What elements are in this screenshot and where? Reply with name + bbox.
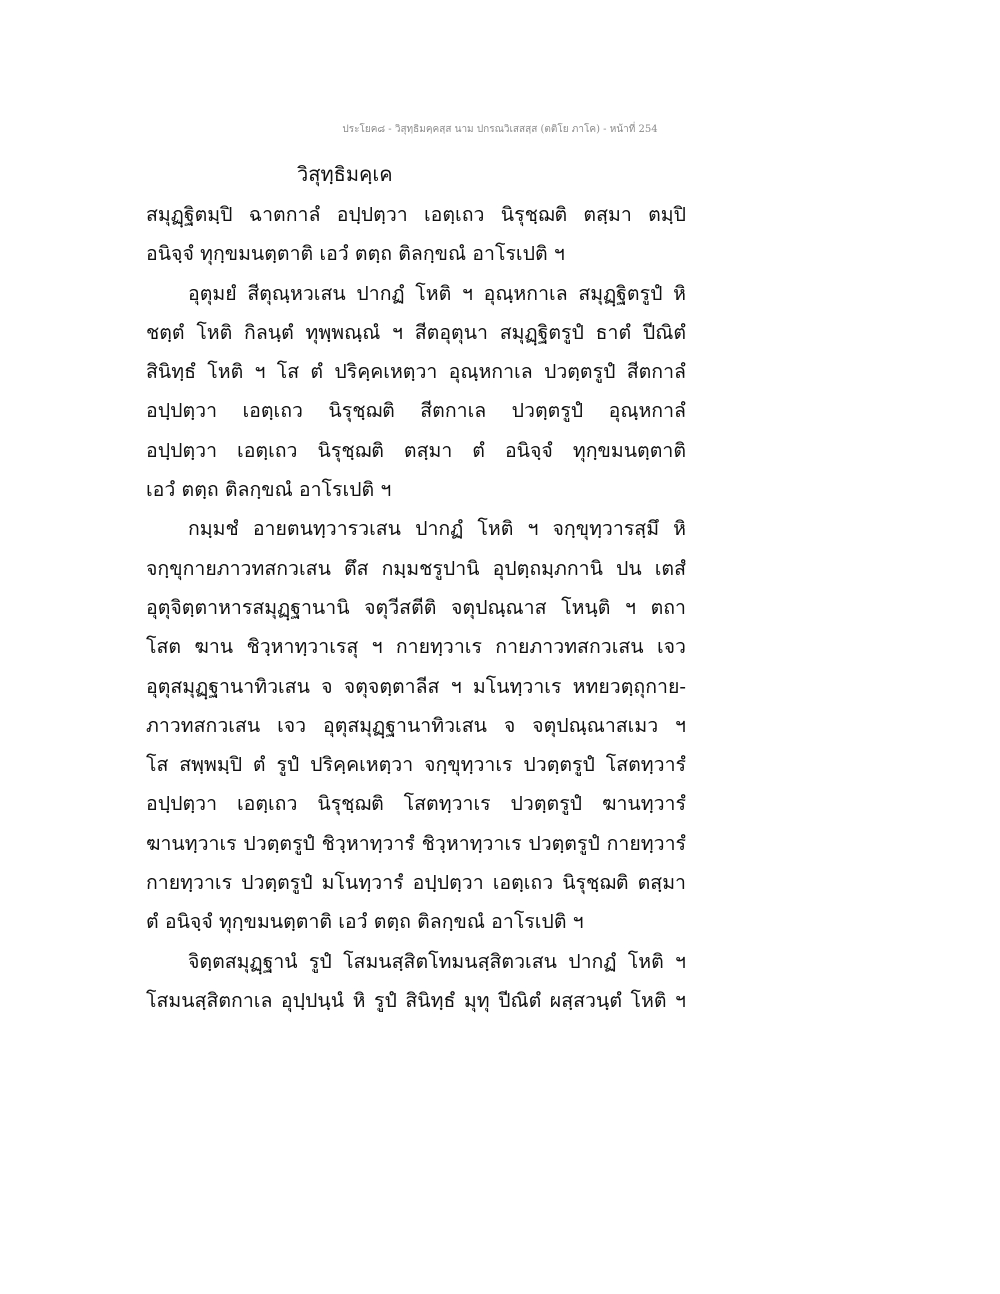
text-line: ฆานทฺวาเร ปวตฺตรูปํ ชิวฺหาทฺวารํ ชิวฺหาทฺวาเร ปวตฺตรูปํ กายทฺวารํ xyxy=(146,831,686,855)
text-line: จกฺขุกายภาวทสกวเสน ตึส กมฺมชรูปานิ อุปตฺถมฺภกานิ ปน เตสํ xyxy=(146,556,686,580)
text-line: สมุฏฺฐิตมฺปิ ฉาตกาลํ อปฺปตฺวา เอตฺเถว นิรุชฺฌติ ตสฺมา ตมฺปิ xyxy=(146,203,686,226)
text-line: ชตฺตํ โหติ กิลนฺตํ ทุพฺพณฺณํ ฯ สีตอุตุนา สมุฏฺฐิตรูปํ ธาตํ ปีณิตํ xyxy=(146,320,686,344)
text-line: อปฺปตฺวา เอตฺเถว นิรุชฺฌติ โสตทฺวาเร ปวตฺตรูปํ ฆานทฺวารํ xyxy=(146,792,686,816)
paragraph-first-line: กมฺมชํ อายตนทฺวารวเสน ปากฏํ โหติ ฯ จกฺขุทฺวารสฺมึ หิ xyxy=(188,517,686,541)
paragraph-first-line: จิตฺตสมุฏฺฐานํ รูปํ โสมนสฺสิตโทมนสฺสิตวเสน ปากฏํ โหติ ฯ xyxy=(188,949,686,973)
body-text xyxy=(146,195,686,1020)
text-line: อุตุสมุฏฺฐานาทิวเสน จ จตุจตฺตาลีส ฯ มโนทฺวาเร หทยวตฺถุกาย- xyxy=(146,674,686,698)
text-line: ตํ อนิจฺจํ ทุกฺขมนตฺตาติ เอวํ ตตฺถ ติลกฺขณํ อาโรเปติ ฯ xyxy=(146,910,584,934)
text-line: อุตุจิตฺตาหารสมุฏฺฐานานิ จตุวีสตีติ จตุปณฺณาส โหนฺติ ฯ ตถา xyxy=(146,595,686,619)
text-line: สินิทฺธํ โหติ ฯ โส ตํ ปริคฺคเหตฺวา อุณฺหกาเล ปวตฺตรูปํ สีตกาลํ xyxy=(146,360,686,384)
text-line: โสมนสฺสิตกาเล อุปฺปนฺนํ หิ รูปํ สินิทฺธํ มุทุ ปีณิตํ ผสฺสวนฺตํ โหติ ฯ xyxy=(146,988,686,1012)
text-line: โส สพฺพมฺปิ ตํ รูปํ ปริคฺคเหตฺวา จกฺขุทฺวาเร ปวตฺตรูปํ โสตทฺวารํ xyxy=(146,753,686,777)
text-line: ภาวทสกวเสน เจว อุตุสมุฏฺฐานาทิวเสน จ จตุปณฺณาสเมว ฯ xyxy=(146,713,686,737)
text-line: อปฺปตฺวา เอตฺเถว นิรุชฺฌติ สีตกาเล ปวตฺตรูปํ อุณฺหกาลํ xyxy=(146,399,686,423)
section-title: วิสุทฺธิมคฺเค xyxy=(297,162,393,186)
text-line: อปฺปตฺวา เอตฺเถว นิรุชฺฌติ ตสฺมา ตํ อนิจฺจํ ทุกฺขมนตฺตาติ xyxy=(146,438,686,462)
text-line: อนิจฺจํ ทุกฺขมนตฺตาติ เอวํ ตตฺถ ติลกฺขณํ อาโรเปติ ฯ xyxy=(146,242,565,266)
paragraph-first-line: อุตุมยํ สีตุณฺหวเสน ปากฏํ โหติ ฯ อุณฺหกาเล สมุฏฺฐิตรูปํ หิ xyxy=(188,281,686,305)
text-line: เอวํ ตตฺถ ติลกฺขณํ อาโรเปติ ฯ xyxy=(146,478,392,502)
text-line: โสต ฆาน ชิวฺหาทฺวาเรสุ ฯ กายทฺวาเร กายภาวทสกวเสน เจว xyxy=(146,635,686,659)
text-line: กายทฺวาเร ปวตฺตรูปํ มโนทฺวารํ อปฺปตฺวา เอตฺเถว นิรุชฺฌติ ตสฺมา xyxy=(146,871,686,895)
running-header: ประโยค๘ - วิสุทฺธิมคฺคสฺส นาม ปกรณวิเสสสฺส (ตติโย ภาโค) - หน้าที่ 254 xyxy=(342,124,658,135)
